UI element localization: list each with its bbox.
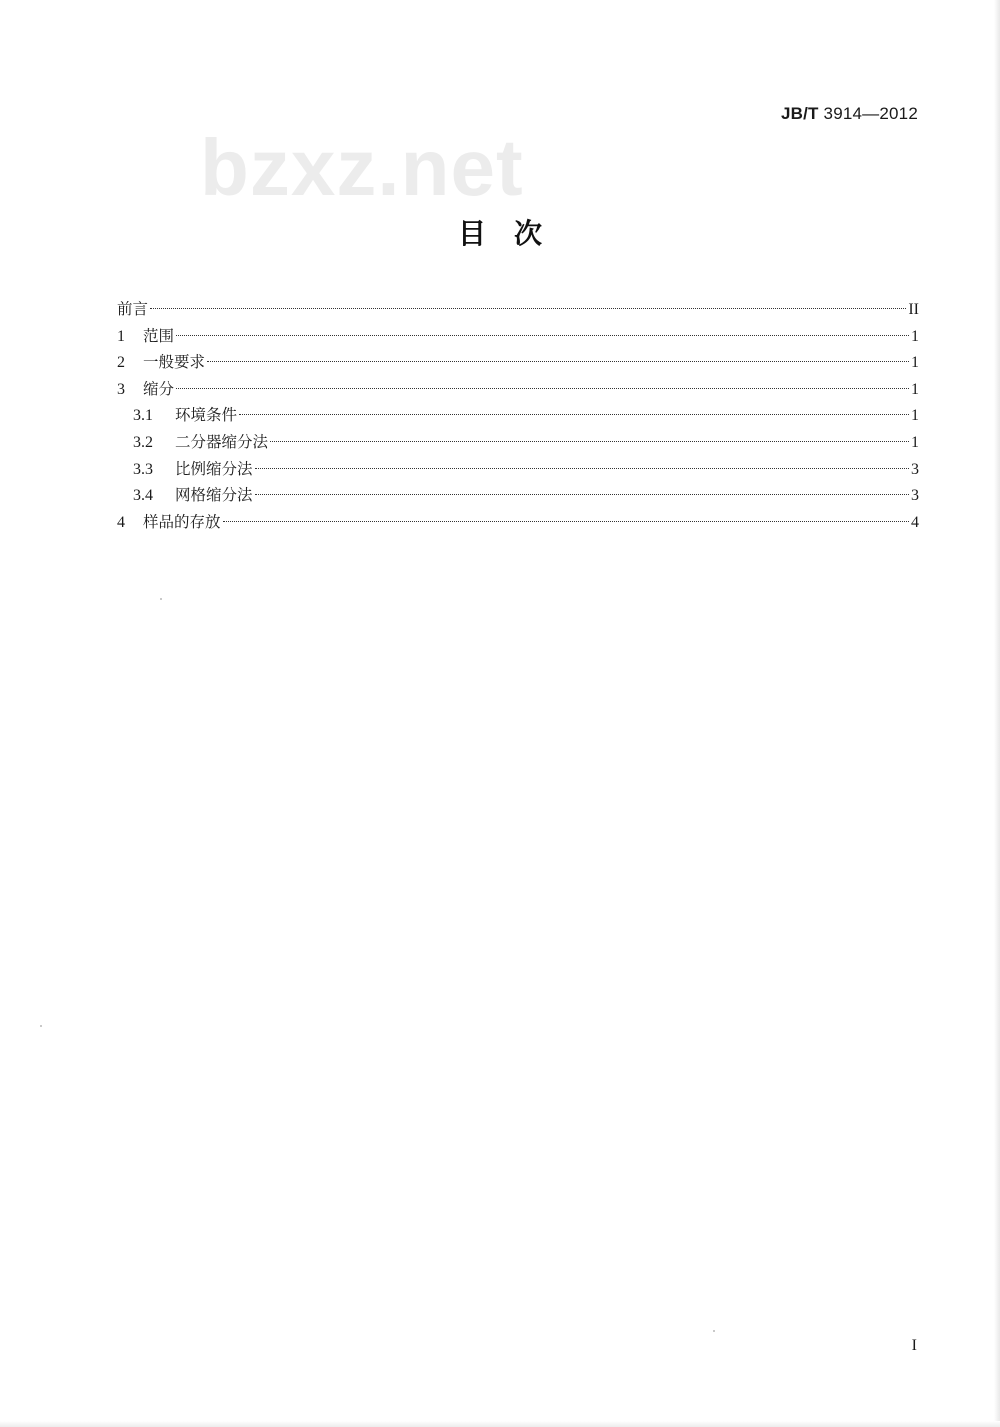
toc-dot-leader [255, 468, 909, 469]
toc-entry-number: 3 [117, 380, 125, 398]
toc-dot-leader [270, 441, 909, 442]
page-edge-shadow [994, 0, 1000, 1427]
toc-entry-number: 3.4 [133, 487, 153, 505]
page-bottom-shadow [0, 1421, 1000, 1427]
toc-entry-number: 2 [117, 354, 125, 372]
toc-entry-page: II [908, 301, 919, 318]
toc-entry-number: 1 [117, 327, 125, 345]
toc-entry-label: 环境条件 [175, 406, 238, 425]
toc-entry[interactable] [117, 376, 919, 403]
toc-entry[interactable] [117, 482, 919, 509]
toc-entry-label: 比例缩分法 [175, 459, 253, 478]
toc-entry[interactable] [117, 349, 919, 376]
toc-dot-leader [176, 335, 909, 336]
toc-dot-leader [207, 361, 909, 362]
toc-entry-page: 1 [911, 407, 919, 425]
toc-title: 目 次 [457, 217, 542, 250]
toc-entry-page: 4 [911, 513, 919, 531]
toc-entry-page: 1 [911, 327, 919, 345]
toc-entry-label: 范围 [143, 326, 175, 345]
toc-entry[interactable] [117, 509, 919, 536]
scan-speck [713, 1330, 715, 1332]
toc-entry-page: 1 [911, 354, 919, 372]
scan-speck [40, 1025, 42, 1027]
toc-entry-number: 3.1 [133, 407, 153, 425]
toc-dot-leader [176, 388, 909, 389]
page-number: I [911, 1337, 917, 1354]
toc-entry[interactable] [117, 323, 919, 350]
toc-dot-leader [150, 308, 906, 309]
toc-dot-leader [255, 494, 909, 495]
toc-entry-number: 3.2 [133, 433, 153, 451]
watermark: bzxz.net [200, 123, 524, 212]
toc-entry-number: 4 [117, 513, 125, 531]
toc-entry-page: 3 [911, 487, 919, 505]
toc-entry[interactable] [117, 456, 919, 483]
toc-entry[interactable] [117, 429, 919, 456]
standard-prefix: JB/T [780, 104, 819, 123]
toc-entry-label: 网格缩分法 [175, 486, 253, 505]
toc-entry[interactable] [117, 402, 919, 429]
toc-entry-label: 二分器缩分法 [175, 432, 269, 451]
scan-speck [160, 598, 162, 600]
toc-entry-label: 缩分 [143, 379, 175, 398]
standard-code: 3914—2012 [818, 104, 918, 123]
toc-entry-label: 前言 [117, 300, 149, 318]
standard-number [781, 104, 918, 124]
toc-entry-page: 3 [911, 460, 919, 478]
toc-entry-page: 1 [911, 380, 919, 398]
toc-dot-leader [223, 521, 909, 522]
toc-entry-number: 3.3 [133, 460, 153, 478]
toc-entry-label: 一般要求 [143, 353, 206, 372]
toc-entry[interactable] [117, 296, 919, 323]
toc-dot-leader [239, 414, 909, 415]
toc-entry-page: 1 [911, 433, 919, 451]
table-of-contents [117, 296, 919, 535]
toc-entry-label: 样品的存放 [143, 512, 221, 531]
